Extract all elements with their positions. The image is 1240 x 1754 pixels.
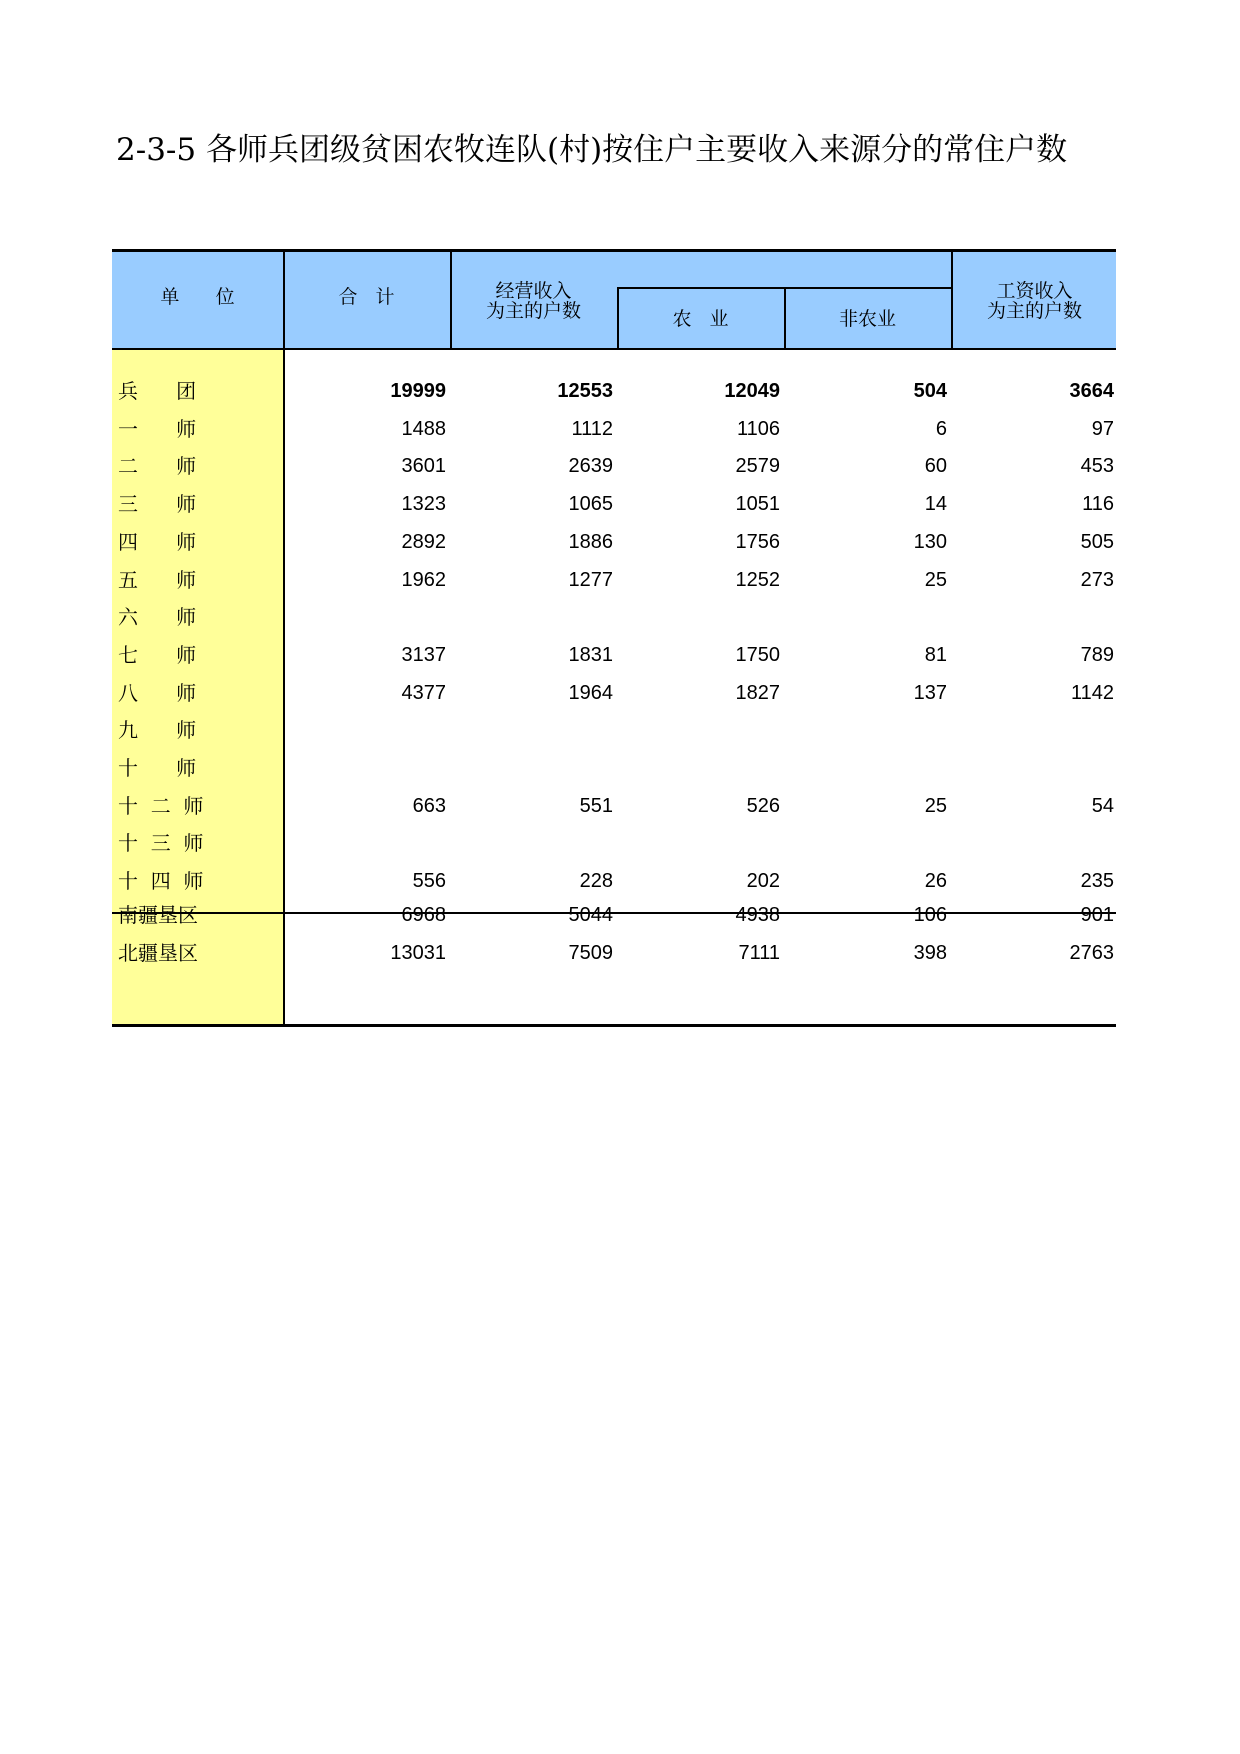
row-unit-name: 十 师 — [118, 756, 197, 780]
cell-business: 1964 — [568, 681, 613, 704]
cell-agriculture: 1252 — [735, 568, 780, 591]
cell-wage: 235 — [1080, 870, 1114, 893]
header-bottom-border — [112, 348, 1116, 350]
row-unit-name: 十 二 师 — [118, 793, 204, 818]
table-row — [112, 414, 1116, 444]
cell-wage: 901 — [1080, 904, 1114, 926]
row-unit-name: 五 师 — [118, 567, 197, 592]
row-unit-name: 三 师 — [118, 492, 197, 517]
cell-total: 6968 — [401, 904, 446, 926]
cell-non-agriculture: 25 — [924, 568, 947, 591]
cell-total: 663 — [412, 794, 446, 817]
table-row — [112, 866, 1116, 896]
table-row — [112, 678, 1116, 708]
cell-total: 13031 — [390, 941, 446, 964]
header-unit: 单 位 — [160, 286, 235, 308]
header-divider-3 — [784, 287, 786, 350]
header-divider-4 — [951, 249, 953, 350]
cell-business — [453, 602, 613, 632]
cell-non-agriculture — [787, 715, 947, 745]
cell-agriculture: 1051 — [735, 493, 780, 516]
cell-wage — [954, 753, 1114, 783]
cell-total — [286, 602, 446, 632]
row-unit-name: 七 师 — [118, 642, 197, 667]
cell-business: 1831 — [568, 643, 613, 666]
cell-total: 19999 — [390, 380, 446, 402]
row-unit-name: 二 师 — [118, 454, 197, 479]
cell-wage: 116 — [1082, 493, 1114, 516]
cell-total: 1323 — [401, 493, 446, 516]
cell-business: 228 — [579, 870, 613, 893]
cell-business: 5044 — [568, 904, 613, 926]
cell-non-agriculture — [787, 753, 947, 783]
row-unit-name: 四 师 — [118, 529, 197, 554]
row-unit-name: 一 师 — [118, 416, 197, 441]
cell-business: 1886 — [568, 530, 613, 553]
cell-agriculture: 1750 — [735, 643, 780, 666]
table-bottom-border — [112, 1024, 1116, 1027]
cell-total: 2892 — [401, 530, 446, 553]
table-top-border — [112, 249, 1116, 252]
cell-total: 556 — [412, 870, 446, 893]
row-unit-name: 兵 团 — [118, 379, 197, 403]
cell-business: 2639 — [568, 455, 613, 478]
table-row — [112, 791, 1116, 821]
cell-wage: 453 — [1080, 455, 1114, 478]
cell-agriculture: 526 — [746, 794, 780, 817]
cell-non-agriculture: 81 — [924, 643, 947, 666]
cell-non-agriculture: 130 — [913, 530, 947, 553]
cell-wage: 1142 — [1070, 681, 1114, 704]
cell-total — [286, 828, 446, 858]
cell-total — [286, 753, 446, 783]
cell-agriculture — [620, 715, 780, 745]
cell-business: 551 — [579, 794, 613, 817]
header-wage: 工资收入 为主的户数 — [986, 280, 1082, 322]
row-unit-name: 十 四 师 — [118, 869, 204, 894]
cell-business: 12553 — [557, 380, 613, 402]
cell-business: 1065 — [568, 493, 613, 516]
cell-business — [453, 753, 613, 783]
header-divider-2 — [617, 287, 619, 350]
cell-wage: 273 — [1080, 568, 1114, 591]
row-unit-name: 南疆垦区 — [118, 903, 198, 927]
header-non-agriculture: 非农业 — [838, 308, 896, 330]
table-row — [112, 715, 1116, 745]
cell-agriculture — [620, 602, 780, 632]
cell-agriculture: 7111 — [738, 941, 780, 964]
header-total: 合 计 — [338, 286, 395, 308]
table-row — [112, 602, 1116, 632]
cell-total: 3137 — [401, 643, 446, 666]
cell-wage — [954, 602, 1114, 632]
table-row — [112, 938, 1116, 968]
cell-agriculture: 1106 — [736, 417, 780, 440]
cell-agriculture — [620, 753, 780, 783]
table-row — [112, 451, 1116, 481]
row-unit-name: 北疆垦区 — [118, 940, 198, 965]
table-row — [112, 565, 1116, 595]
table-row — [112, 489, 1116, 519]
cell-wage: 2763 — [1069, 941, 1114, 964]
header-divider-1 — [450, 249, 452, 350]
row-unit-name: 十 三 师 — [118, 831, 204, 856]
cell-wage: 505 — [1080, 530, 1114, 553]
cell-non-agriculture: 26 — [924, 870, 947, 893]
table-row — [112, 376, 1116, 406]
cell-total: 4377 — [401, 681, 446, 704]
cell-agriculture: 1827 — [735, 681, 780, 704]
cell-business: 7509 — [568, 941, 613, 964]
cell-total — [286, 715, 446, 745]
data-table — [112, 249, 1116, 1027]
cell-non-agriculture — [787, 828, 947, 858]
cell-total: 1488 — [401, 417, 446, 440]
cell-agriculture: 1756 — [735, 530, 780, 553]
cell-non-agriculture: 504 — [913, 380, 947, 402]
cell-agriculture — [620, 828, 780, 858]
cell-wage: 3664 — [1069, 380, 1114, 402]
row-unit-name: 九 师 — [118, 718, 197, 743]
cell-business: 1112 — [571, 417, 613, 440]
row-unit-name: 八 师 — [118, 680, 197, 705]
header-agriculture: 农 业 — [672, 308, 729, 330]
header-business: 经营收入 为主的户数 — [485, 280, 581, 322]
table-row — [112, 753, 1116, 783]
cell-non-agriculture: 14 — [924, 493, 947, 516]
cell-non-agriculture: 106 — [913, 904, 947, 926]
cell-wage: 97 — [1091, 417, 1114, 440]
cell-total: 3601 — [401, 455, 446, 478]
cell-wage: 54 — [1091, 794, 1114, 817]
cell-non-agriculture — [787, 602, 947, 632]
table-row — [112, 640, 1116, 670]
cell-agriculture: 2579 — [735, 455, 780, 478]
cell-non-agriculture: 398 — [913, 941, 947, 964]
cell-wage — [954, 828, 1114, 858]
cell-business — [453, 715, 613, 745]
page-title: 2-3-5 各师兵团级贫困农牧连队(村)按住户主要收入来源分的常住户数 — [116, 132, 1068, 168]
cell-business — [453, 828, 613, 858]
cell-business: 1277 — [568, 568, 613, 591]
table-row — [112, 900, 1116, 930]
cell-non-agriculture: 25 — [924, 794, 947, 817]
cell-agriculture: 4938 — [735, 904, 780, 926]
cell-total: 1962 — [401, 568, 446, 591]
cell-non-agriculture: 6 — [935, 417, 947, 440]
cell-non-agriculture: 137 — [913, 681, 947, 704]
cell-wage — [954, 715, 1114, 745]
cell-agriculture: 12049 — [724, 380, 780, 402]
table-row — [112, 828, 1116, 858]
row-unit-name: 六 师 — [118, 605, 197, 630]
cell-non-agriculture: 60 — [924, 455, 947, 478]
table-row — [112, 527, 1116, 557]
cell-agriculture: 202 — [746, 870, 780, 893]
cell-wage: 789 — [1080, 643, 1114, 666]
